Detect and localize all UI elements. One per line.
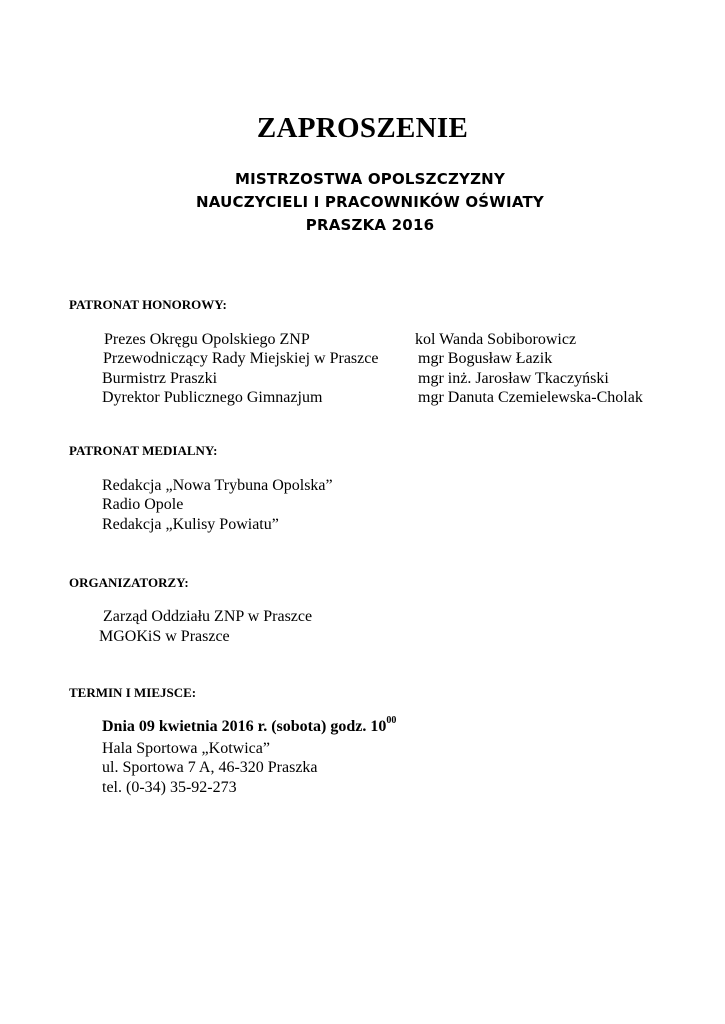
honorary-role: Burmistrz Praszki xyxy=(102,370,218,387)
honorary-role: Dyrektor Publicznego Gimnazjum xyxy=(102,389,323,406)
venue-name: Hala Sportowa „Kotwica” xyxy=(102,740,270,757)
honorary-role: Prezes Okręgu Opolskiego ZNP xyxy=(104,331,310,348)
organizer-item: MGOKiS w Praszce xyxy=(99,628,230,645)
subtitle-line-3: PRASZKA 2016 xyxy=(305,216,435,234)
honorary-role: Przewodniczący Rady Miejskiej w Praszce xyxy=(103,350,379,367)
page-title: ZAPROSZENIE xyxy=(256,112,469,144)
organizer-item: Zarząd Oddziału ZNP w Praszce xyxy=(103,608,313,625)
organizatorzy-heading: ORGANIZATORZY: xyxy=(69,575,189,590)
termin-heading: TERMIN I MIEJSCE: xyxy=(69,685,197,700)
honorary-name: mgr Bogusław Łazik xyxy=(418,350,553,367)
venue-phone: tel. (0-34) 35-92-273 xyxy=(102,779,237,796)
honorary-name: kol Wanda Sobiborowicz xyxy=(415,331,577,348)
honorary-name: mgr inż. Jarosław Tkaczyński xyxy=(418,370,609,387)
venue-address: ul. Sportowa 7 A, 46-320 Praszka xyxy=(102,759,318,776)
patronat-medialny-heading: PATRONAT MEDIALNY: xyxy=(69,443,218,458)
media-patron-item: Radio Opole xyxy=(102,496,184,513)
honorary-name: mgr Danuta Czemielewska-Cholak xyxy=(418,389,643,406)
patronat-honorowy-heading: PATRONAT HONOROWY: xyxy=(69,297,227,312)
event-date xyxy=(102,714,397,736)
media-patron-item: Redakcja „Nowa Trybuna Opolska” xyxy=(102,477,333,494)
subtitle-line-1: MISTRZOSTWA OPOLSZCZYZNY xyxy=(234,170,506,188)
media-patron-item: Redakcja „Kulisy Powiatu” xyxy=(102,516,279,533)
event-time-minutes: 00 xyxy=(386,714,397,726)
subtitle-line-2: NAUCZYCIELI I PRACOWNIKÓW OŚWIATY xyxy=(196,193,544,211)
event-date-text: Dnia 09 kwietnia 2016 r. (sobota) godz. 10 xyxy=(102,718,387,735)
